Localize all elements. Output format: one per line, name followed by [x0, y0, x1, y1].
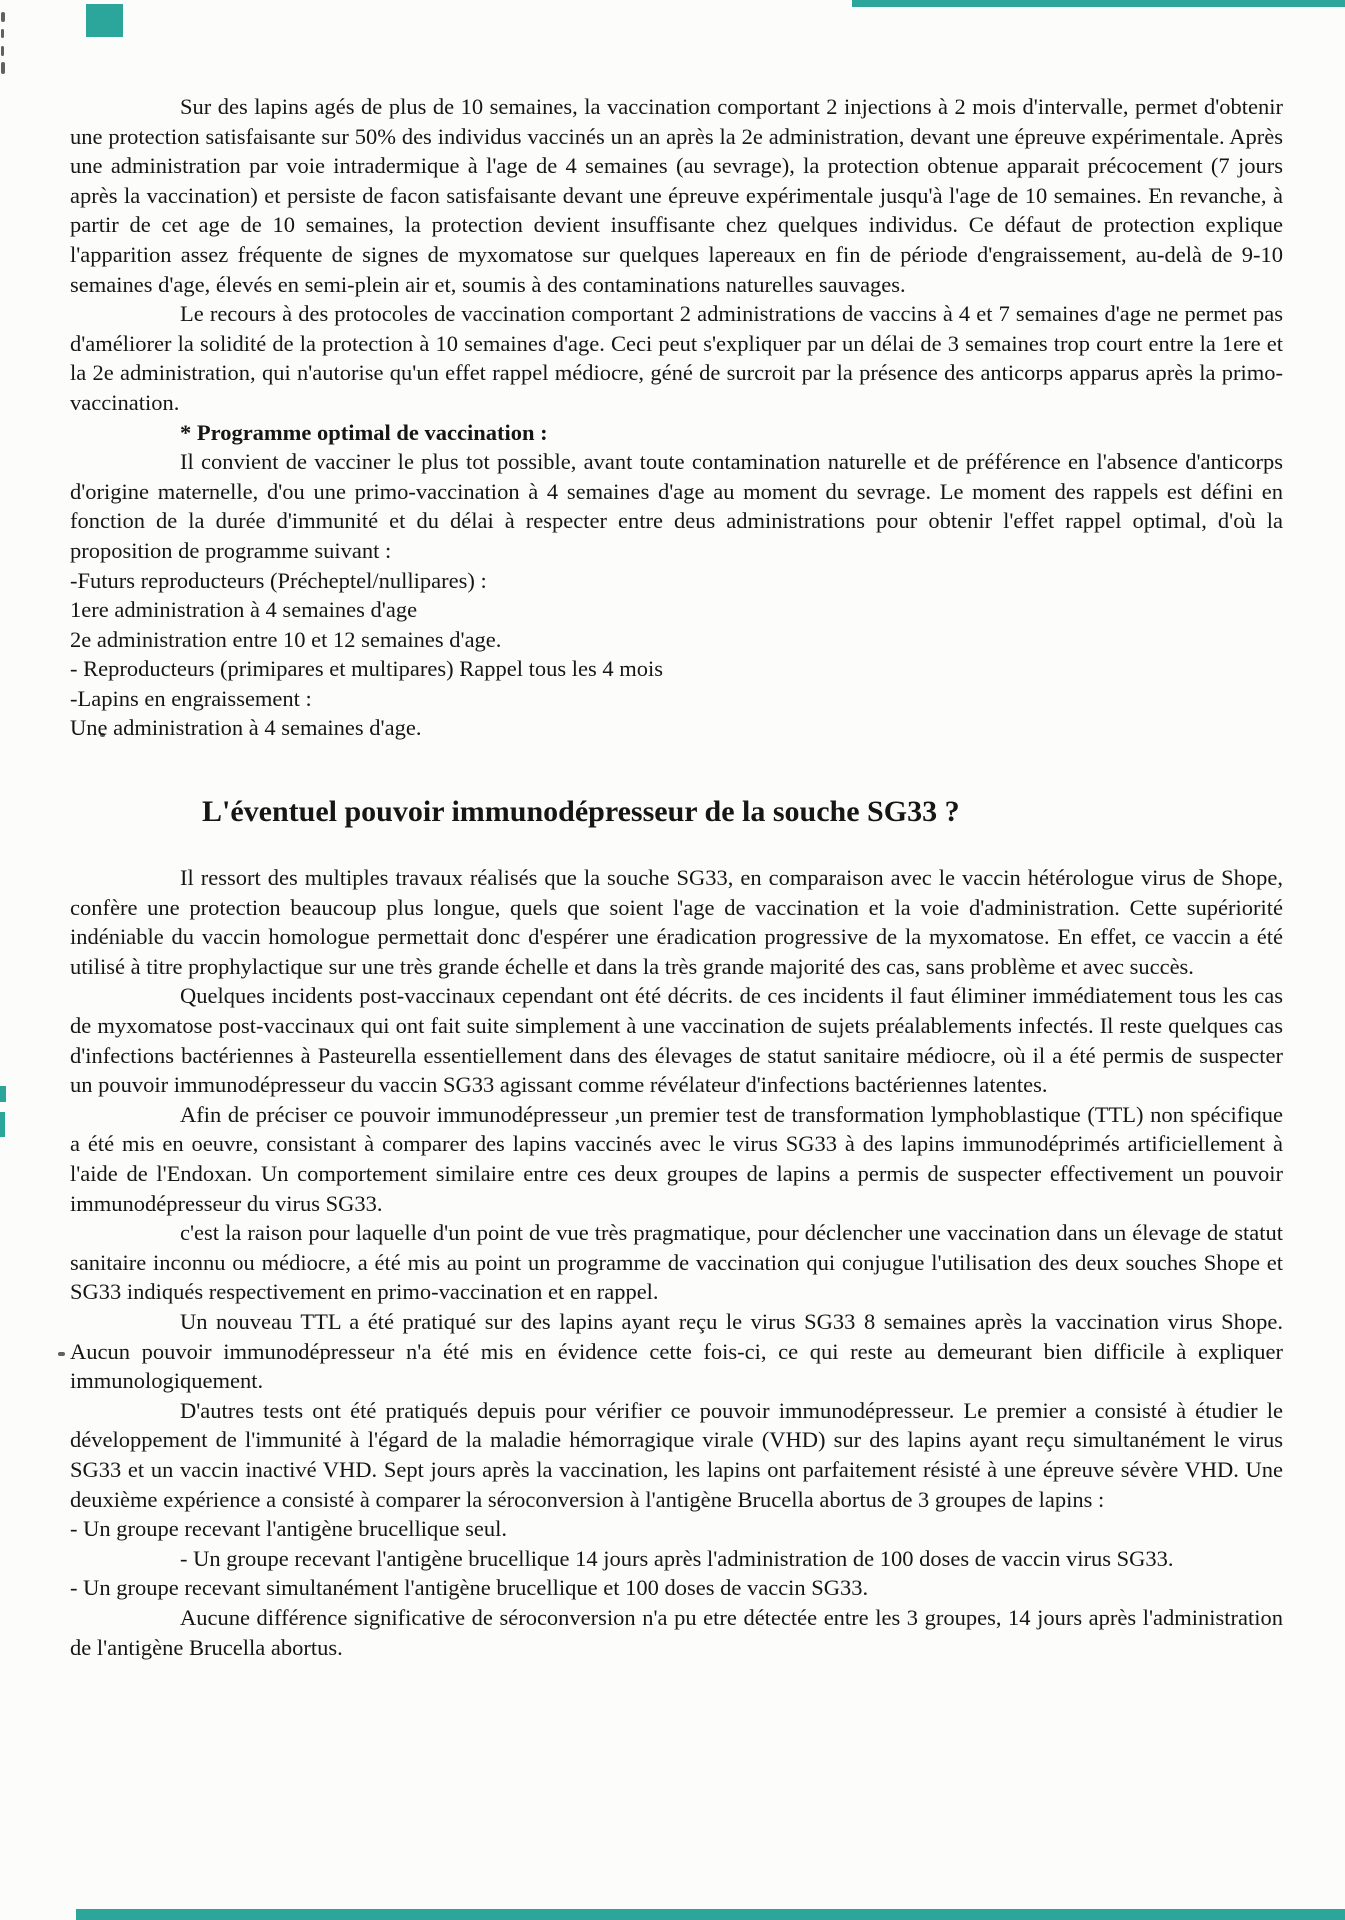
paragraph-ttl-endoxan: Afin de préciser ce pouvoir immunodépresseur ,un premier test de transformation lymphoblastique (TTL) non spécifique a été mis en oeuvre, consistant à comparer des lapins vaccinés avec le virus SG33 à des lapins immunodéprimés artificiellement à l'aide de l'Endoxan. Un comportement similaire entre ces deux groupes de lapins a permis de suspecter effectivement un pouvoir immunodépresseur du virus SG33. — [70, 1101, 1283, 1216]
paragraph-programme-shope-sg33: c'est la raison pour laquelle d'un point de vue très pragmatique, pour déclencher une vaccination dans un élevage de statut sanitaire inconnu ou médiocre, a été mis au point un programme de vaccination qui conjugue l'utilisation des deux souches Shope et SG33 indiqués respectivement en primo-vaccination et en rappel. — [70, 1220, 1283, 1305]
scan-artifact-left-edge-dash-2 — [0, 1112, 5, 1137]
scan-noise-speck — [1, 29, 4, 38]
list-item-groupe-simultane: - Un groupe recevant simultanément l'antigène brucellique et 100 doses de vaccin SG33. — [70, 1575, 869, 1601]
list-item-groupe-antigene-seul: - Un groupe recevant l'antigène brucellique seul. — [70, 1516, 508, 1542]
scan-noise-speck — [1, 46, 4, 56]
subheading-programme-optimal: * Programme optimal de vaccination : — [180, 419, 548, 445]
list-item-une-administration: Une administration à 4 semaines d'age. — [70, 715, 422, 741]
list-item-2e-administration: 2e administration entre 10 et 12 semaines d'age. — [70, 626, 502, 652]
scan-artifact-left-edge-dash-1 — [0, 1086, 6, 1102]
section-heading-immunodepresseur: L'éventuel pouvoir immunodépresseur de la souche SG33 ? — [202, 795, 960, 829]
scanned-document-page — [70, 92, 1283, 1662]
paragraph-conclusion-seroconversion: Aucune différence significative de séroconversion n'a pu etre détectée entre les 3 groupes, 14 jours après l'administration de l'antigène Brucella abortus. — [70, 1604, 1283, 1660]
scan-artifact-bottom-bar — [76, 1909, 1345, 1920]
scan-noise-speck — [1, 12, 5, 22]
scan-noise-speck — [58, 1352, 65, 1356]
list-item-groupe-antigene-14-jours: - Un groupe recevant l'antigène brucellique 14 jours après l'administration de 100 doses de vaccin virus SG33. — [180, 1545, 1174, 1571]
paragraph-autres-tests-vhd: D'autres tests ont été pratiqués depuis pour vérifier ce pouvoir immunodépresseur. Le premier a consisté à étudier le développement de l'immunité à l'égard de la maladie hémorragique virale (VHD) sur des lapins ayant reçu simultanément le virus SG33 et un vaccin inactivé VHD. Sept jours après la vaccination, les lapins ont parfaitement résisté à une épreuve sévère VHD. Une deuxième expérience a consisté à comparer la séroconversion à l'antigène Brucella abortus de 3 groupes de lapins : — [70, 1397, 1283, 1512]
scan-artifact-top-right-bar — [852, 0, 1345, 7]
list-item-futurs-reproducteurs: -Futurs reproducteurs (Précheptel/nullipares) : — [70, 567, 487, 593]
paragraph-nouveau-ttl: Un nouveau TTL a été pratiqué sur des lapins ayant reçu le virus SG33 8 semaines après la vaccination virus Shope. Aucun pouvoir immunodépresseur n'a été mis en évidence cette fois-ci, ce qui reste au demeurant bien difficile à expliquer immunologiquement. — [70, 1308, 1283, 1394]
list-item-lapins-engraissement: -Lapins en engraissement : — [70, 685, 312, 711]
paragraph-programme-intro: Il convient de vacciner le plus tot possible, avant toute contamination naturelle et de préférence en l'absence d'anticorps d'origine maternelle, d'ou une primo-vaccination à 4 semaines d'age au moment du sevrage. Le moment des rappels est défini en fonction de la durée d'immunité et du délai à respecter entre deus administrations pour obtenir l'effet rappel optimal, d'où la proposition de programme suivant : — [70, 449, 1283, 563]
scan-noise-speck — [1, 62, 5, 74]
paragraph-souche-sg33-superiorite: Il ressort des multiples travaux réalisés que la souche SG33, en comparaison avec le vaccin hétérologue virus de Shope, confère une protection beaucoup plus longue, quels que soient l'age de vaccination et la voie d'administration. Cette supériorité indéniable du vaccin homologue permettait donc d'espérer une éradication progressive de la myxomatose. En effet, ce vaccin a été utilisé à titre prophylactique sur une très grande échelle et dans la très grande majorité des cas, sans problème et avec succès. — [70, 865, 1283, 979]
scan-artifact-top-left-square — [86, 4, 123, 37]
list-item-1ere-administration: 1ere administration à 4 semaines d'age — [70, 597, 418, 623]
paragraph-protocoles-4-7-semaines: Le recours à des protocoles de vaccination comportant 2 administrations de vaccins à 4 et 7 semaines d'age ne permet pas d'améliorer la solidité de la protection à 10 semaines d'age. Ceci peut s'expliquer par un délai de 3 semaines trop court entre la 1ere et la 2e administration, qui n'autorise qu'un effet rappel médiocre, géné de surcroit par la présence des anticorps apparus après la primo-vaccination. — [70, 301, 1283, 415]
paragraph-incidents-post-vaccinaux: Quelques incidents post-vaccinaux cependant ont été décrits. de ces incidents il faut éliminer immédiatement tous les cas de myxomatose post-vaccinaux qui ont fait suite simplement à une vaccination de sujets préalablements infectés. Il reste quelques cas d'infections bactériennes à Pasteurella essentiellement dans des élevages de statut sanitaire médiocre, où il a été permis de suspecter un pouvoir immunodépresseur du vaccin SG33 agissant comme révélateur d'infections bactériennes latentes. — [70, 983, 1283, 1098]
list-item-reproducteurs-rappel: - Reproducteurs (primipares et multipares) Rappel tous les 4 mois — [70, 656, 663, 682]
paragraph-protection-10-semaines: Sur des lapins agés de plus de 10 semaines, la vaccination comportant 2 injections à 2 mois d'intervalle, permet d'obtenir une protection satisfaisante sur 50% des individus vaccinés un an après la 2e administration, devant une épreuve expérimentale. Après une administration par voie intradermique à l'age de 4 semaines (au sevrage), la protection obtenue apparait précocement (7 jours après la vaccination) et persiste de facon satisfaisante devant une épreuve expérimentale jusqu'à l'age de 10 semaines. En revanche, à partir de cet age de 10 semaines, la protection devient insuffisante chez quelques individus. Ce défaut de protection explique l'apparition assez fréquente de signes de myxomatose sur quelques lapereaux en fin de période d'engraissement, au-delà de 9-10 semaines d'age, élevés en semi-plein air et, soumis à des contaminations naturelles sauvages. — [70, 94, 1283, 297]
